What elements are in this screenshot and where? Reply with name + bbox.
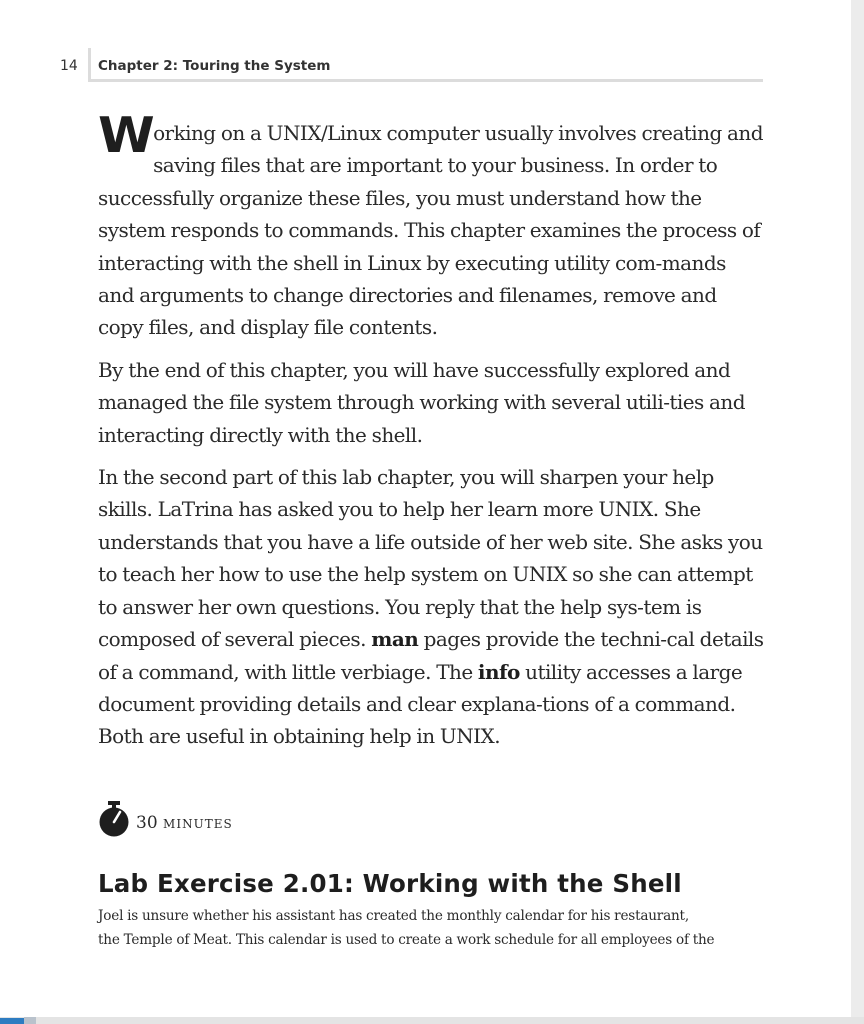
intro-paragraph-1-text: orking on a UNIX/Linux computer usually involves creating and saving files that are important to your business. In order to successfully organize these files, you must understand how the system responds to commands. This chapter examines the process of interacting with the shell in Linux by executing utility com-mands and arguments to change directories and filenames, remove and copy files, and display file contents. (98, 121, 763, 340)
chapter-intro (98, 107, 764, 763)
time-amount: 30 (136, 813, 158, 833)
scrollbar-handle[interactable] (24, 1017, 36, 1024)
intro-paragraph-1 (98, 107, 764, 344)
intro-paragraph-3 (98, 461, 764, 753)
intro-paragraph-3-part-2: pages provide the techni-cal details of a command, with little verbiage. The (98, 627, 764, 684)
chapter-title: Chapter 2: Touring the System (98, 58, 331, 74)
stopwatch-icon (97, 800, 131, 838)
lab-text-line-2: the Temple of Meat. This calendar is used to create a work schedule for all employees of the (98, 932, 715, 948)
lab-exercise-text (98, 904, 778, 952)
intro-paragraph-3-part-1: In the second part of this lab chapter, you will sharpen your help skills. LaTrina has asked you to help her learn more UNIX. She understands that you have a life outside of her web site. She asks you to teach her how to use the help system on UNIX so she can attempt to answer her own questions. You reply that the help sys-tem is composed of several pieces. (98, 465, 763, 652)
time-unit: minutes (163, 813, 233, 833)
term-man: man (371, 627, 419, 652)
horizontal-scrollbar-track[interactable] (0, 1017, 864, 1024)
header-divider (88, 48, 91, 82)
lab-exercise-heading: Lab Exercise 2.01: Working with the Shell (98, 869, 682, 898)
intro-paragraph-2: By the end of this chapter, you will have successfully explored and managed the file system through working with several utili-ties and interacting directly with the shell. (98, 357, 746, 447)
scrollbar-thumb[interactable] (0, 1018, 24, 1024)
intro-paragraph-3-part-3: utility accesses a large document providing details and clear explana-tions of a command. Both are useful in obtaining help in UNIX. (98, 659, 743, 749)
header-rule (90, 79, 763, 82)
page-number: 14 (60, 58, 78, 74)
lab-text-line-1: Joel is unsure whether his assistant has created the monthly calendar for his restaurant, (98, 908, 689, 924)
drop-cap: W (98, 107, 153, 164)
time-label (136, 813, 233, 833)
term-info: info (477, 659, 520, 684)
running-header (0, 48, 764, 84)
page-edge-right (851, 0, 864, 1017)
